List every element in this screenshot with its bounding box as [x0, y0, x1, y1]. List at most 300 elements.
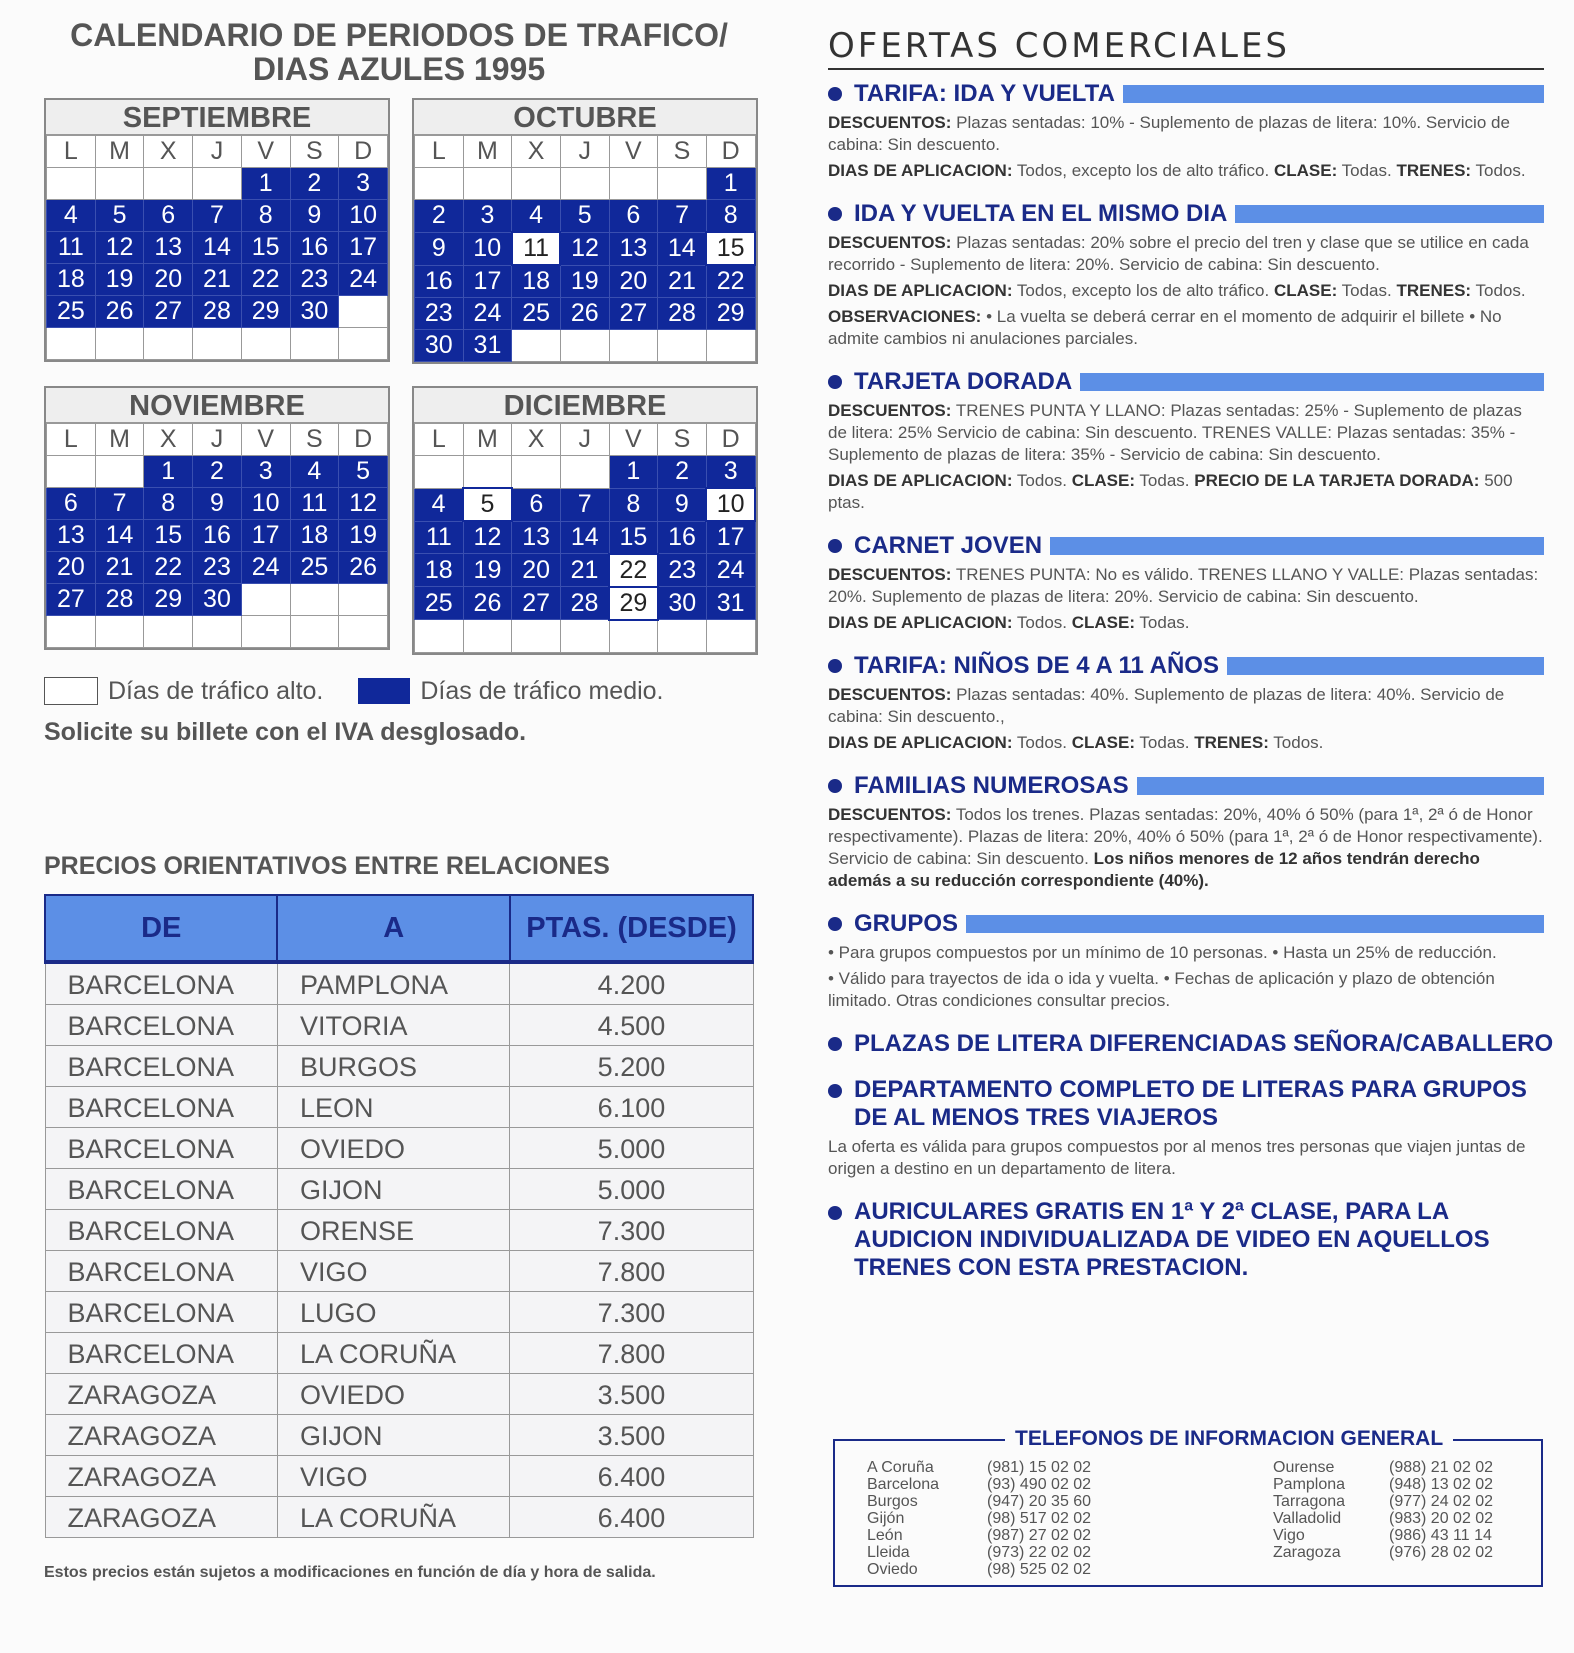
- day-cell: 21: [95, 552, 144, 584]
- weekday-label: V: [609, 424, 658, 456]
- price-row: [45, 1456, 753, 1497]
- weekday-label: M: [95, 136, 144, 168]
- offer-title: TARJETA DORADA: [854, 368, 1073, 395]
- day-cell: [463, 456, 512, 489]
- day-cell: [560, 456, 609, 489]
- weekday-label: D: [339, 136, 388, 168]
- price-destination: VITORIA: [277, 1005, 509, 1046]
- calendar-section: [44, 18, 754, 747]
- day-cell: 29: [609, 587, 658, 620]
- day-cell: 26: [463, 587, 512, 620]
- phone-numbers-right: [1389, 1459, 1493, 1561]
- price-destination: GIJON: [277, 1415, 509, 1456]
- offer-text: DESCUENTOS: TRENES PUNTA: No es válido. TRENES LLANO Y VALLE: Plazas sentadas: 20%. Suplemento de plazas de litera: 20%. Servicio de cabina: Sin descuento.: [828, 565, 1539, 606]
- day-cell: 6: [609, 200, 658, 233]
- price-row: [45, 1128, 753, 1169]
- prices-title: PRECIOS ORIENTATIVOS ENTRE RELACIONES: [44, 852, 610, 880]
- weekday-label: L: [415, 424, 464, 456]
- month-name: OCTUBRE: [414, 100, 756, 135]
- day-cell: 10: [706, 488, 755, 521]
- phone-number: (981) 15 02 02: [987, 1459, 1092, 1476]
- day-cell: 19: [339, 520, 388, 552]
- day-cell: [47, 168, 96, 200]
- day-cell: 24: [463, 298, 512, 330]
- phone-city: Oviedo: [867, 1561, 918, 1578]
- month-noviembre: [44, 386, 390, 650]
- phone-city: León: [867, 1527, 903, 1544]
- phone-number: (948) 13 02 02: [1389, 1476, 1494, 1493]
- day-cell: 17: [463, 265, 512, 298]
- day-cell: [609, 168, 658, 200]
- offer-item: [828, 80, 1544, 182]
- price-origin: BARCELONA: [45, 1046, 277, 1087]
- price-value: 7.300: [510, 1292, 753, 1333]
- phone-city: Tarragona: [1273, 1493, 1346, 1510]
- price-origin: BARCELONA: [45, 1005, 277, 1046]
- day-cell: 16: [290, 232, 339, 264]
- day-cell: 18: [290, 520, 339, 552]
- calendar-title-line1: CALENDARIO DE PERIODOS DE TRAFICO/: [70, 17, 728, 53]
- offer-text: DESCUENTOS: Plazas sentadas: 10% - Suplemento de plazas de litera: 10%. Servicio de cabina: Sin descuento.: [828, 113, 1510, 154]
- day-cell: 11: [415, 521, 464, 554]
- day-cell: 7: [193, 200, 242, 232]
- day-cell: 1: [241, 168, 290, 200]
- day-cell: 26: [95, 296, 144, 328]
- day-cell: [609, 330, 658, 362]
- day-cell: 22: [706, 265, 755, 298]
- day-cell: 22: [241, 264, 290, 296]
- day-cell: 22: [609, 554, 658, 587]
- day-cell: 13: [609, 232, 658, 265]
- phone-number: (98) 525 02 02: [987, 1561, 1092, 1578]
- day-cell: 27: [47, 584, 96, 616]
- phone-number: (983) 20 02 02: [1389, 1510, 1494, 1527]
- day-cell: 27: [512, 587, 561, 620]
- offer-title: IDA Y VUELTA EN EL MISMO DIA: [854, 200, 1228, 227]
- offer-text: DIAS DE APLICACION: Todos. CLASE: Todas. TRENES: Todos.: [828, 733, 1324, 752]
- day-cell: 23: [290, 264, 339, 296]
- day-cell: [512, 456, 561, 489]
- price-destination: OVIEDO: [277, 1374, 509, 1415]
- offer-item: [828, 1076, 1544, 1180]
- price-value: 3.500: [510, 1415, 753, 1456]
- day-cell: [241, 584, 290, 616]
- bullet-icon: [828, 1037, 842, 1051]
- price-row: [45, 1374, 753, 1415]
- day-cell: 29: [144, 584, 193, 616]
- price-row: [45, 1005, 753, 1046]
- offer-bar: [1137, 777, 1544, 795]
- weekday-label: S: [658, 136, 707, 168]
- month-septiembre: [44, 98, 390, 362]
- day-cell: 7: [95, 488, 144, 520]
- day-cell: [241, 616, 290, 648]
- price-destination: BURGOS: [277, 1046, 509, 1087]
- day-cell: 8: [706, 200, 755, 233]
- phone-city: Vigo: [1273, 1527, 1305, 1544]
- day-cell: 19: [95, 264, 144, 296]
- day-cell: [706, 620, 755, 653]
- price-destination: PAMPLONA: [277, 962, 509, 1005]
- prices-header-a: A: [277, 895, 509, 962]
- day-cell: 3: [463, 200, 512, 233]
- price-row: [45, 1046, 753, 1087]
- phone-city: Valladolid: [1273, 1510, 1342, 1527]
- phone-number: (976) 28 02 02: [1389, 1544, 1494, 1561]
- day-cell: 3: [706, 456, 755, 489]
- day-cell: 14: [193, 232, 242, 264]
- day-cell: [512, 168, 561, 200]
- offer-title: DEPARTAMENTO COMPLETO DE LITERAS PARA GRUPOS DE AL MENOS TRES VIAJEROS: [854, 1076, 1527, 1131]
- legend-medium-label: Días de tráfico medio.: [420, 676, 664, 705]
- day-cell: 20: [144, 264, 193, 296]
- day-cell: 6: [144, 200, 193, 232]
- day-cell: 3: [241, 456, 290, 488]
- day-cell: 26: [339, 552, 388, 584]
- day-cell: [706, 330, 755, 362]
- offer-title: CARNET JOVEN: [854, 532, 1043, 559]
- offers-list: [828, 80, 1554, 1282]
- day-cell: 11: [290, 488, 339, 520]
- day-cell: 9: [658, 488, 707, 521]
- offer-text: DESCUENTOS: TRENES PUNTA Y LLANO: Plazas sentadas: 25% - Suplemento de plazas de litera: 25% Servicio de cabina: Sin descuento. TRENES VALLE: Plazas sentadas: 35% - Suplemento de plazas de litera: 35% - Servicio de cabina: Sin descuento.: [828, 401, 1522, 464]
- offer-bar: [1123, 85, 1544, 103]
- day-cell: 30: [658, 587, 707, 620]
- day-cell: [339, 328, 388, 360]
- day-cell: 1: [706, 168, 755, 200]
- day-cell: 23: [658, 554, 707, 587]
- day-cell: 31: [463, 330, 512, 362]
- day-cell: 15: [609, 521, 658, 554]
- price-origin: BARCELONA: [45, 1210, 277, 1251]
- phone-number: (988) 21 02 02: [1389, 1459, 1494, 1476]
- phone-numbers-left: [987, 1459, 1091, 1578]
- offer-text: La oferta es válida para grupos compuestos por al menos tres personas que viajen juntas de origen a destino en un departamento de litera.: [828, 1137, 1526, 1178]
- day-cell: 3: [339, 168, 388, 200]
- offer-text: DIAS DE APLICACION: Todos, excepto los de alto tráfico. CLASE: Todas. TRENES: Todos.: [828, 281, 1526, 300]
- legend-medium-swatch: [358, 678, 410, 704]
- day-cell: 21: [560, 554, 609, 587]
- price-row: [45, 1210, 753, 1251]
- weekday-label: D: [339, 424, 388, 456]
- day-cell: [47, 328, 96, 360]
- day-cell: 13: [144, 232, 193, 264]
- day-cell: 25: [415, 587, 464, 620]
- bullet-icon: [828, 917, 842, 931]
- offers-section: [828, 18, 1554, 1300]
- month-name: SEPTIEMBRE: [46, 100, 388, 135]
- day-cell: [512, 330, 561, 362]
- day-cell: 30: [193, 584, 242, 616]
- price-origin: BARCELONA: [45, 1128, 277, 1169]
- phone-box: [833, 1427, 1543, 1587]
- bullet-icon: [828, 539, 842, 553]
- day-cell: 6: [512, 488, 561, 521]
- day-cell: 20: [512, 554, 561, 587]
- day-cell: [658, 330, 707, 362]
- offer-bar: [1235, 205, 1544, 223]
- offer-text: DIAS DE APLICACION: Todos. CLASE: Todas.: [828, 613, 1190, 632]
- day-cell: [290, 616, 339, 648]
- phone-city: Lleida: [867, 1544, 910, 1561]
- month-name: DICIEMBRE: [414, 388, 756, 423]
- offer-title: FAMILIAS NUMEROSAS: [854, 772, 1129, 799]
- phone-number: (977) 24 02 02: [1389, 1493, 1494, 1510]
- weekday-label: X: [512, 424, 561, 456]
- day-cell: 6: [47, 488, 96, 520]
- legend-high-label: Días de tráfico alto.: [108, 676, 324, 705]
- day-cell: 12: [463, 521, 512, 554]
- price-row: [45, 1415, 753, 1456]
- day-cell: 10: [463, 232, 512, 265]
- weekday-label: M: [463, 424, 512, 456]
- day-cell: 19: [463, 554, 512, 587]
- day-cell: 9: [193, 488, 242, 520]
- price-row: [45, 962, 753, 1005]
- weekday-label: X: [144, 136, 193, 168]
- day-cell: 9: [415, 232, 464, 265]
- price-row: [45, 1497, 753, 1538]
- day-cell: 14: [560, 521, 609, 554]
- day-cell: [415, 456, 464, 489]
- day-cell: 28: [560, 587, 609, 620]
- day-cell: [290, 584, 339, 616]
- weekday-label: X: [144, 424, 193, 456]
- offer-item: [828, 200, 1544, 350]
- offer-text: DIAS DE APLICACION: Todos. CLASE: Todas. PRECIO DE LA TARJETA DORADA: 500 ptas.: [828, 471, 1513, 512]
- day-cell: 14: [658, 232, 707, 265]
- day-cell: [560, 620, 609, 653]
- phone-city: Gijón: [867, 1510, 905, 1527]
- phone-number: (93) 490 02 02: [987, 1476, 1092, 1493]
- phone-city: A Coruña: [867, 1459, 934, 1476]
- offer-text: • Para grupos compuestos por un mínimo de 10 personas. • Hasta un 25% de reducción.: [828, 943, 1497, 962]
- price-origin: BARCELONA: [45, 1333, 277, 1374]
- day-cell: [47, 456, 96, 488]
- price-origin: BARCELONA: [45, 1087, 277, 1128]
- price-value: 7.800: [510, 1333, 753, 1374]
- weekday-label: J: [560, 424, 609, 456]
- price-value: 3.500: [510, 1374, 753, 1415]
- legend: [44, 676, 754, 712]
- price-destination: GIJON: [277, 1169, 509, 1210]
- price-origin: ZARAGOZA: [45, 1415, 277, 1456]
- day-cell: 20: [47, 552, 96, 584]
- prices-header-de: DE: [45, 895, 277, 962]
- day-cell: 4: [47, 200, 96, 232]
- weekday-label: S: [290, 136, 339, 168]
- day-cell: 15: [241, 232, 290, 264]
- day-cell: 11: [512, 232, 561, 265]
- day-cell: 29: [241, 296, 290, 328]
- day-cell: 8: [241, 200, 290, 232]
- price-row: [45, 1333, 753, 1374]
- bullet-icon: [828, 375, 842, 389]
- calendar-title-line2: DIAS AZULES 1995: [252, 51, 546, 87]
- price-value: 6.400: [510, 1456, 753, 1497]
- calendar-title: [44, 18, 754, 86]
- day-cell: 18: [512, 265, 561, 298]
- day-cell: 28: [193, 296, 242, 328]
- price-value: 5.200: [510, 1046, 753, 1087]
- day-cell: [560, 330, 609, 362]
- day-cell: 18: [415, 554, 464, 587]
- day-cell: [415, 620, 464, 653]
- bullet-icon: [828, 1084, 842, 1098]
- weekday-label: V: [241, 424, 290, 456]
- day-cell: 12: [95, 232, 144, 264]
- day-cell: 15: [706, 232, 755, 265]
- day-cell: 17: [241, 520, 290, 552]
- bullet-icon: [828, 779, 842, 793]
- day-cell: 15: [144, 520, 193, 552]
- day-cell: [193, 328, 242, 360]
- day-cell: 13: [47, 520, 96, 552]
- price-value: 6.400: [510, 1497, 753, 1538]
- day-cell: [339, 584, 388, 616]
- offer-text: DESCUENTOS: Todos los trenes. Plazas sentadas: 20%, 40% ó 50% (para 1ª, 2ª ó de Honor respectivamente). Plazas de litera: 20%, 40% ó 50% (para 1ª, 2ª ó de Honor respectivamente). Servicio de cabina: Sin descuento. Los niños menores de 12 años tendrán derecho además a su reducción correspondiente (40%).: [828, 805, 1543, 890]
- day-cell: 16: [193, 520, 242, 552]
- phone-number: (98) 517 02 02: [987, 1510, 1092, 1527]
- offer-item: [828, 368, 1544, 514]
- weekday-label: M: [95, 424, 144, 456]
- offer-item: [828, 1198, 1544, 1282]
- weekday-label: J: [193, 136, 242, 168]
- day-cell: [463, 620, 512, 653]
- day-cell: 24: [241, 552, 290, 584]
- day-cell: 26: [560, 298, 609, 330]
- price-origin: ZARAGOZA: [45, 1374, 277, 1415]
- price-row: [45, 1292, 753, 1333]
- day-cell: 14: [95, 520, 144, 552]
- phone-number: (987) 27 02 02: [987, 1527, 1092, 1544]
- offer-text: OBSERVACIONES: • La vuelta se deberá cerrar en el momento de adquirir el billete • No admite cambios ni anulaciones parciales.: [828, 307, 1502, 348]
- price-origin: BARCELONA: [45, 962, 277, 1005]
- phone-cities-left: [867, 1459, 939, 1578]
- day-cell: 30: [415, 330, 464, 362]
- day-cell: 7: [560, 488, 609, 521]
- offer-item: [828, 910, 1544, 1012]
- offer-item: [828, 772, 1544, 892]
- month-diciembre: [412, 386, 758, 655]
- day-cell: 30: [290, 296, 339, 328]
- day-cell: 7: [658, 200, 707, 233]
- phone-cities-right: [1273, 1459, 1345, 1561]
- day-cell: 5: [560, 200, 609, 233]
- day-cell: [95, 328, 144, 360]
- day-cell: 28: [95, 584, 144, 616]
- day-cell: 12: [560, 232, 609, 265]
- day-cell: 1: [144, 456, 193, 488]
- day-cell: [47, 616, 96, 648]
- day-cell: [144, 328, 193, 360]
- offer-text: DESCUENTOS: Plazas sentadas: 40%. Suplemento de plazas de litera: 40%. Servicio de cabina: Sin descuento.,: [828, 685, 1505, 726]
- day-cell: [290, 328, 339, 360]
- offer-text: DESCUENTOS: Plazas sentadas: 20% sobre el precio del tren y clase que se utilice en cada recorrido - Suplemento de litera: 20%. Servicio de cabina: Sin descuento.: [828, 233, 1529, 274]
- price-origin: BARCELONA: [45, 1169, 277, 1210]
- offer-title: AURICULARES GRATIS EN 1ª Y 2ª CLASE, PARA LA AUDICION INDIVIDUALIZADA DE VIDEO EN AQUELLOS TRENES CON ESTA PRESTACION.: [854, 1198, 1490, 1281]
- offer-bar: [966, 915, 1544, 933]
- day-cell: [512, 620, 561, 653]
- day-cell: [339, 296, 388, 328]
- phone-number: (973) 22 02 02: [987, 1544, 1092, 1561]
- price-destination: LEON: [277, 1087, 509, 1128]
- offer-title: PLAZAS DE LITERA DIFERENCIADAS SEÑORA/CABALLERO: [854, 1030, 1554, 1057]
- offer-bar: [1227, 657, 1544, 675]
- day-cell: 4: [512, 200, 561, 233]
- weekday-label: L: [415, 136, 464, 168]
- day-cell: [560, 168, 609, 200]
- day-cell: 10: [241, 488, 290, 520]
- offer-text: DIAS DE APLICACION: Todos, excepto los de alto tráfico. CLASE: Todas. TRENES: Todos.: [828, 161, 1526, 180]
- offer-title: TARIFA: NIÑOS DE 4 A 11 AÑOS: [854, 652, 1219, 679]
- day-cell: 25: [512, 298, 561, 330]
- price-origin: BARCELONA: [45, 1292, 277, 1333]
- month-octubre: [412, 98, 758, 364]
- day-cell: 11: [47, 232, 96, 264]
- weekday-label: X: [512, 136, 561, 168]
- day-cell: 27: [609, 298, 658, 330]
- day-cell: 2: [290, 168, 339, 200]
- day-cell: 16: [658, 521, 707, 554]
- price-destination: LUGO: [277, 1292, 509, 1333]
- weekday-label: J: [560, 136, 609, 168]
- weekday-label: V: [241, 136, 290, 168]
- day-cell: 10: [339, 200, 388, 232]
- weekday-label: L: [47, 424, 96, 456]
- price-destination: VIGO: [277, 1456, 509, 1497]
- day-cell: 5: [95, 200, 144, 232]
- month-name: NOVIEMBRE: [46, 388, 388, 423]
- day-cell: [658, 620, 707, 653]
- iva-note: Solicite su billete con el IVA desglosado.: [44, 718, 527, 746]
- weekday-label: D: [706, 424, 755, 456]
- weekday-label: D: [706, 136, 755, 168]
- offer-text: • Válido para trayectos de ida o ida y vuelta. • Fechas de aplicación y plazo de obtención limitado. Otras condiciones consultar precios.: [828, 969, 1495, 1010]
- day-cell: [193, 168, 242, 200]
- day-cell: [95, 456, 144, 488]
- day-cell: 22: [144, 552, 193, 584]
- phone-title: TELEFONOS DE INFORMACION GENERAL: [1005, 1427, 1453, 1451]
- price-destination: VIGO: [277, 1251, 509, 1292]
- price-value: 6.100: [510, 1087, 753, 1128]
- price-value: 7.300: [510, 1210, 753, 1251]
- day-cell: 4: [415, 488, 464, 521]
- day-cell: 4: [290, 456, 339, 488]
- day-cell: [241, 328, 290, 360]
- bullet-icon: [828, 659, 842, 673]
- phone-number: (986) 43 11 14: [1389, 1527, 1492, 1544]
- day-cell: 5: [339, 456, 388, 488]
- day-cell: [95, 168, 144, 200]
- weekday-label: L: [47, 136, 96, 168]
- day-cell: 13: [512, 521, 561, 554]
- price-value: 5.000: [510, 1169, 753, 1210]
- day-cell: [415, 168, 464, 200]
- offer-bar: [1080, 373, 1544, 391]
- price-value: 4.200: [510, 962, 753, 1005]
- day-cell: [144, 168, 193, 200]
- price-destination: LA CORUÑA: [277, 1497, 509, 1538]
- price-value: 7.800: [510, 1251, 753, 1292]
- offer-title: GRUPOS: [854, 910, 959, 937]
- day-cell: 25: [290, 552, 339, 584]
- day-cell: 1: [609, 456, 658, 489]
- offers-title: OFERTAS COMERCIALES: [828, 26, 1544, 70]
- phone-city: Zaragoza: [1273, 1544, 1341, 1561]
- day-cell: 16: [415, 265, 464, 298]
- day-cell: [609, 620, 658, 653]
